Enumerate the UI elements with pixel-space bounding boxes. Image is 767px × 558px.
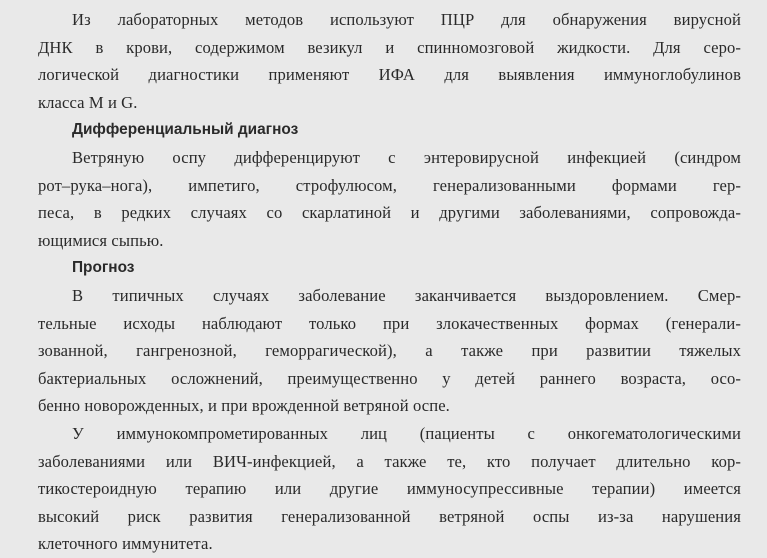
text-line: клеточного иммунитета. [38, 534, 213, 554]
text-line: заболеваниями или ВИЧ-инфекцией, а также те, кто получает длительно кор- [38, 451, 741, 471]
paragraph-immunocompromised [38, 420, 741, 558]
text-line: тикостероидную терапию или другие иммуносупрессивные терапии) имеется [38, 479, 741, 499]
text-line: песа, в редких случаях со скарлатиной и другими заболеваниями, сопровожда- [38, 203, 741, 223]
text-line: Ветряную оспу дифференцируют с энтеровирусной инфекцией (синдром [72, 147, 741, 167]
heading-differential-diagnosis: Дифференциальный диагноз [72, 121, 299, 139]
text-line: зованной, гангренозной, геморрагической), а также при развитии тяжелых [38, 341, 741, 361]
text-line: Из лабораторных методов используют ПЦР для обнаружения вирусной [72, 10, 741, 29]
text-line: У иммунокомпрометированных лиц (пациенты с онкогематологическими [72, 423, 741, 443]
text-line: бактериальных осложнений, преимущественно у детей раннего возраста, осо- [38, 368, 741, 388]
heading-prognosis: Прогноз [72, 259, 135, 277]
paragraph-prognosis [38, 282, 741, 420]
paragraph-lab-methods [38, 6, 741, 116]
text-line: ДНК в крови, содержимом везикул и спинномозговой жидкости. Для серо- [38, 37, 741, 57]
paragraph-differential [38, 144, 741, 254]
text-line: бенно новорожденных, и при врожденной ветряной оспе. [38, 396, 450, 416]
text-line: высокий риск развития генерализованной ветряной оспы из-за нарушения [38, 506, 741, 526]
text-line: логической диагностики применяют ИФА для выявления иммуноглобулинов [38, 65, 741, 85]
text-line: тельные исходы наблюдают только при злокачественных формах (генерали- [38, 313, 741, 333]
text-line: ющимися сыпью. [38, 230, 164, 250]
text-line: класса M и G. [38, 92, 138, 112]
text-line: рот–рука–нога), импетиго, строфулюсом, генерализованными формами гер- [38, 175, 741, 195]
text-line: В типичных случаях заболевание заканчивается выздоровлением. Смер- [72, 285, 741, 305]
